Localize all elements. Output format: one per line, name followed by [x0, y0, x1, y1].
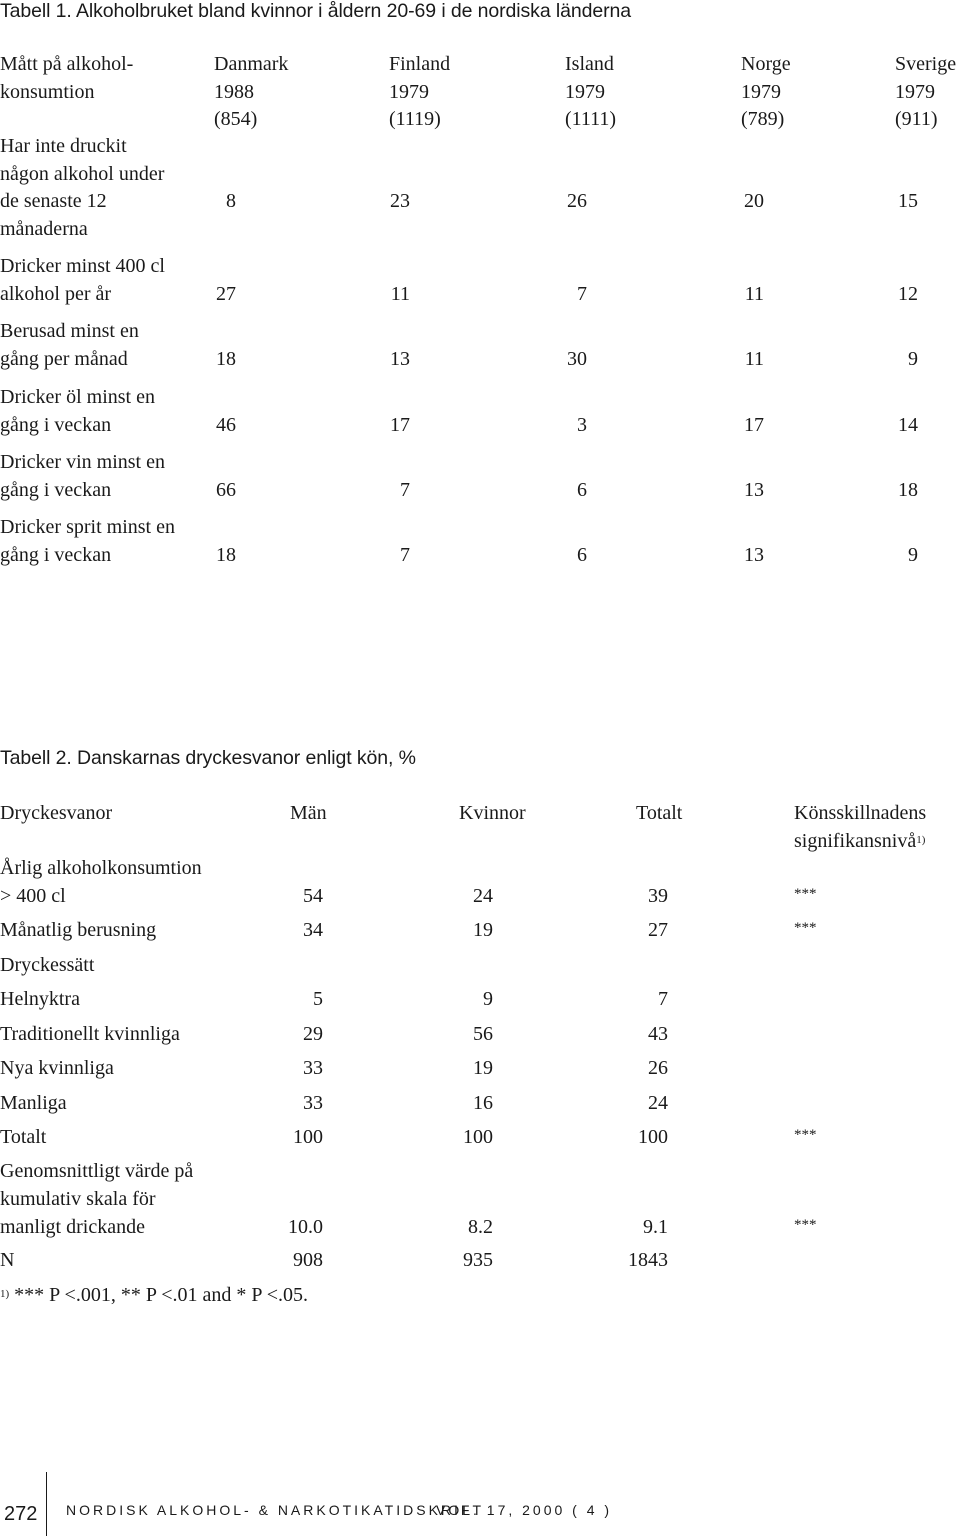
table1-cell: 66: [216, 478, 236, 501]
table1-row-label: Dricker sprit minst en: [0, 516, 175, 538]
table2-row-label: manligt drickande: [0, 1216, 145, 1238]
table2-cell: 24: [473, 885, 493, 907]
table2-cell: 34: [303, 919, 323, 941]
table1-cell: 3: [577, 413, 587, 436]
table2-header-significance-line2: signifikansnivå$^{1)}$: [794, 830, 926, 852]
table2-cell: 8.2: [468, 1216, 493, 1238]
table1-column-header-n: (854): [214, 108, 258, 130]
table2-significance: ***: [794, 886, 817, 902]
table2-cell: 33: [303, 1092, 323, 1114]
table2-row-label: Genomsnittligt värde på: [0, 1160, 194, 1182]
table1-cell: 7: [400, 543, 410, 566]
table1-column-header-country: Sverige: [895, 53, 957, 75]
journal-name: NORDISK ALKOHOL- & NARKOTIKATIDSKRIFT: [66, 1502, 485, 1518]
table1-row-label: de senaste 12: [0, 190, 107, 212]
table1-row-label: Dricker minst 400 cl: [0, 255, 165, 277]
table2-cell: 100: [293, 1126, 323, 1148]
table1-stub-header: konsumtion: [0, 80, 95, 103]
table1-cell: 13: [744, 543, 764, 566]
table2-title: Tabell 2. Danskarnas dryckesvanor enligt kön, %: [0, 747, 416, 769]
table2-cell: 100: [638, 1126, 668, 1148]
table1-row-label: Dricker vin minst en: [0, 451, 165, 473]
table2-row-label: Årlig alkoholkonsumtion: [0, 857, 202, 879]
table1-cell: 18: [216, 347, 236, 370]
table1-cell: 46: [216, 413, 236, 436]
table2-row-label: Traditionellt kvinnliga: [0, 1023, 180, 1045]
table2-row-label: Totalt: [0, 1126, 47, 1148]
table1-column-header-country: Island: [565, 53, 614, 75]
table1-column-header-year: 1988: [214, 80, 254, 103]
table1-cell: 17: [390, 413, 410, 436]
table1-cell: 11: [744, 347, 764, 370]
table1-column-header-n: (1111): [565, 108, 617, 130]
table1-row-label: gång i veckan: [0, 543, 112, 566]
table1-cell: 13: [390, 347, 410, 370]
table2-cell: 27: [648, 919, 668, 941]
table2-significance: ***: [794, 1217, 817, 1233]
table2-cell: 39: [648, 885, 668, 907]
table2-cell: 24: [648, 1092, 668, 1114]
table1-cell: 11: [390, 282, 410, 305]
table1-column-header-n: (789): [741, 108, 785, 130]
table2-row-label: > 400 cl: [0, 885, 66, 907]
table1-row-label: gång i veckan: [0, 413, 112, 436]
table1-column-header-year: 1979: [895, 80, 935, 103]
table2-header-significance: Könsskillnadens: [794, 802, 927, 824]
table2-header-totalt: Totalt: [636, 802, 683, 824]
table1-column-header-year: 1979: [741, 80, 781, 103]
table1-cell: 18: [898, 478, 918, 501]
table2-row-label: N: [0, 1249, 15, 1271]
table1-cell: 12: [898, 282, 918, 305]
table1-row-label: månaderna: [0, 217, 88, 240]
table2-header-man: Män: [290, 802, 327, 824]
table2-cell: 908: [293, 1249, 323, 1271]
table1-cell: 18: [216, 543, 236, 566]
table2-cell: 935: [463, 1249, 493, 1271]
table2-cell: 56: [473, 1023, 493, 1045]
table1-title: Tabell 1. Alkoholbruket bland kvinnor i åldern 20-69 i de nordiska länderna: [0, 0, 631, 22]
footer-divider: [46, 1472, 47, 1536]
table1-cell: 9: [908, 347, 918, 370]
table2-row-label: kumulativ skala för: [0, 1188, 156, 1210]
table2-row-label: Nya kvinnliga: [0, 1057, 114, 1079]
table1-cell: 9: [908, 543, 918, 566]
table2-significance: ***: [794, 1127, 817, 1143]
table1-cell: 13: [744, 478, 764, 501]
table1-column-header-country: Norge: [741, 53, 791, 75]
table1-column-header-year: 1979: [389, 80, 429, 103]
table2-footnote: $^{1)}$ *** P <.001, ** P <.01 and * P <.05.: [0, 1284, 309, 1306]
table1-row-label: Har inte druckit: [0, 135, 127, 157]
table2-cell: 16: [473, 1092, 493, 1114]
table1-column-header-n: (1119): [389, 108, 441, 130]
table1-cell: 20: [744, 190, 764, 212]
table2-cell: 10.0: [288, 1216, 323, 1238]
table1-cell: 14: [898, 413, 918, 436]
table1-cell: 11: [744, 282, 764, 305]
table2-row-label: Månatlig berusning: [0, 919, 157, 941]
table2-cell: 26: [648, 1057, 668, 1079]
table1-column-header-country: Danmark: [214, 53, 289, 75]
table1-cell: 7: [577, 282, 587, 305]
table1-row-label: alkohol per år: [0, 282, 112, 305]
table2-cell: 19: [473, 919, 493, 941]
table1-cell: 23: [390, 190, 410, 212]
table2-cell: 33: [303, 1057, 323, 1079]
table2-row-label: Helnyktra: [0, 988, 80, 1010]
table2-cell: 19: [473, 1057, 493, 1079]
table1-column-header-year: 1979: [565, 80, 605, 103]
table1-column-header-n: (911): [895, 108, 938, 130]
table1-row-label: gång i veckan: [0, 478, 112, 501]
table1-cell: 15: [898, 190, 918, 212]
table1-cell: 6: [577, 478, 587, 501]
table1-column-header-country: Finland: [389, 53, 451, 75]
table1-row-label: Berusad minst en: [0, 320, 139, 342]
table1-cell: 30: [567, 347, 587, 370]
table2-cell: 29: [303, 1023, 323, 1045]
table2-cell: 5: [313, 988, 323, 1010]
table1-cell: 7: [400, 478, 410, 501]
table2-cell: 54: [303, 885, 323, 907]
table1-cell: 6: [577, 543, 587, 566]
table2-cell: 9.1: [643, 1216, 668, 1238]
table1-cell: 17: [744, 413, 764, 436]
table1-row-label: gång per månad: [0, 347, 128, 370]
table2-row-label: Dryckessätt: [0, 954, 95, 976]
table2-header-kvinnor: Kvinnor: [459, 802, 526, 824]
table2-row-label: Manliga: [0, 1092, 67, 1114]
table1-row-label: Dricker öl minst en: [0, 386, 155, 408]
table2-cell: 1843: [628, 1249, 668, 1271]
table1-cell: 8: [226, 190, 236, 212]
journal-volume: VOL. 17, 2000 ( 4 ): [436, 1502, 613, 1518]
table1-stub-header: Mått på alkohol-: [0, 53, 134, 75]
table1-cell: 26: [567, 190, 587, 212]
page-number: 272: [4, 1503, 38, 1525]
table1-cell: 27: [216, 282, 236, 305]
table1-row-label: någon alkohol under: [0, 162, 165, 185]
table2-header-stub: Dryckesvanor: [0, 802, 113, 824]
table2-cell: 43: [648, 1023, 668, 1045]
table2-cell: 9: [483, 988, 493, 1010]
table2-significance: ***: [794, 920, 817, 936]
table2-cell: 7: [658, 988, 668, 1010]
table2-cell: 100: [463, 1126, 493, 1148]
